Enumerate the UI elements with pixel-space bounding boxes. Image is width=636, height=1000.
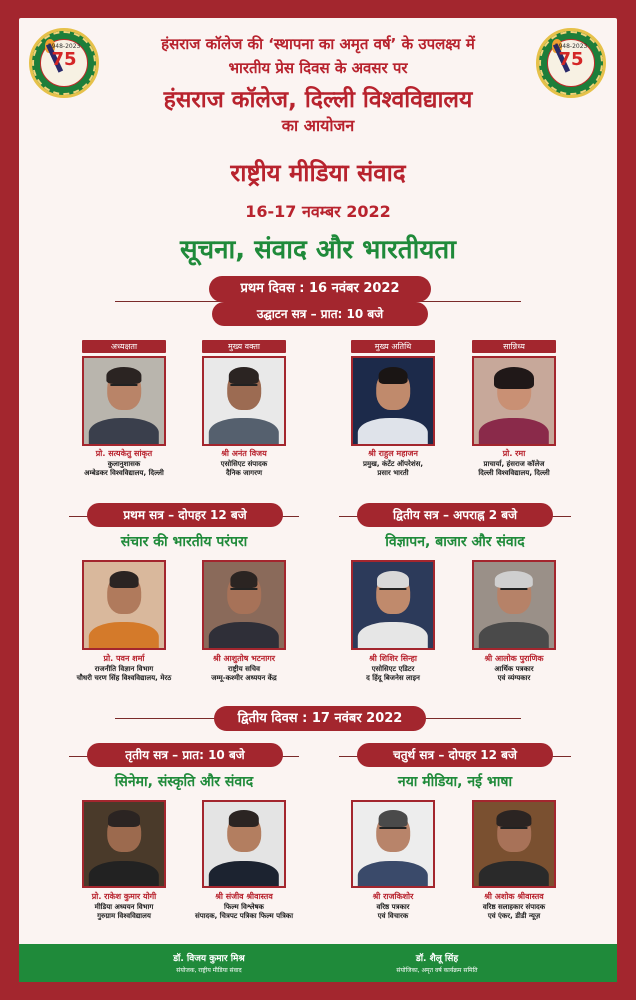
speaker-name: प्रो. सत्यकेतु सांकृत	[95, 449, 153, 458]
session4-label: चतुर्थ सत्र – दोपहर 12 बजे	[357, 743, 553, 767]
speaker-photo	[472, 356, 556, 446]
speaker-name: श्री अशोक श्रीवास्तव	[484, 892, 544, 901]
poster-card: 1948-2023 75 1948-2023 75 हंसराज कॉलेज की ‘स्थापना का अमृत वर्ष’ के उपलक्ष्य में भारतीय प्रेस दिवस के अवसर पर हंसराज कॉलेज, दिल्ली विश्वविद्यालय का आयोजन राष्ट्रीय मीडिया संवाद 16-17 नवम्बर 2022 सूचना, संवाद और भारतीयता प्रथम दिवस : 16 नवंबर 2022 उद्घाटन सत्र – प्रात: 10 बजे अध्यक्षता प्रो. सत्यकेतु सांकृत कुलानुशासक अम्बेडकर विश्वविद्यालय, दिल्ली मुख्य वक्ता श्री अनंत विजय एसोसिएट संपादक दैनिक जागरण मुख्य अतिथि श्री राहुल महाजन प्रमुख, कंटेंट ऑपरेशंस, प्रसार भारती सान्निध्य प्रो. रमा प्राचार्या, हंसराज कॉलेज दिल्ली विश्वविद्यालय, दिल्ली प्रथम सत्र – दोपहर 12 बजे द्वितीय सत्र – अपराह्न 2 बजे संचार की भारतीय परंपरा विज्ञापन, बाजार और संवाद प्रो. पवन शर्मा राजनीति विज्ञान विभाग चौधरी चरण सिंह विश्वविद्यालय, मेरठ श्री आशुतोष भटनागर राष्ट्रीय सचिव जम्मू-कश्मीर अध्ययन केंद्र श्री शिशिर सिन्हा एसोसिएट एडिटर द हिंदू बिजनेस लाइन श्री आलोक पुराणिक आर्थिक पत्रकार एवं व्यंग्यकार द्वितीय दिवस : 17 नवंबर 2022 तृतीय सत्र – प्रात: 10 बजे चतुर्थ सत्र – दोपहर 12 बजे सिनेमा, संस्कृति और संवाद नया मीडिया, नई भाषा प्रो. राकेश कुमार योगी मीडिया अध्ययन विभाग गुरुग्राम विश्वविद्यालय श्री संजीव श्रीवास्तव फिल्म विश्लेषक संपादक, चित्रपट पत्रिका फिल्म पत्रिका श्री राजकिशोर वरिष्ठ पत्रकार एवं विचारक श्री अशोक श्रीवास्तव वरिष्ठ सलाहकार संपादक एवं एंकर, डीडी न्यूज़	[19, 18, 617, 982]
speaker-name: श्री आशुतोष भटनागर	[212, 654, 276, 663]
college-logo-left: 1948-2023 75	[29, 28, 99, 98]
speaker-name: श्री राहुल महाजन	[368, 449, 418, 458]
co-convener-name: डॉ. शैलू सिंह	[415, 954, 459, 964]
speaker-photo	[202, 800, 286, 888]
speaker-name: श्री अनंत विजय	[221, 449, 267, 458]
session2-label: द्वितीय सत्र – अपराह्न 2 बजे	[357, 503, 553, 527]
header-line-2: भारतीय प्रेस दिवस के अवसर पर	[228, 59, 408, 77]
speaker-photo	[82, 560, 166, 650]
co-convener-role: संयोजिका, अमृत वर्ष कार्यक्रम समिति	[396, 967, 478, 974]
role-tag: मुख्य वक्ता	[202, 340, 286, 353]
event-title: राष्ट्रीय मीडिया संवाद	[230, 159, 406, 187]
speaker-photo	[82, 356, 166, 446]
session4-theme: नया मीडिया, नई भाषा	[397, 774, 513, 790]
inaugural-session-label: उद्घाटन सत्र – प्रात: 10 बजे	[212, 302, 428, 326]
event-theme: सूचना, संवाद और भारतीयता	[180, 235, 456, 265]
organizes-label: का आयोजन	[281, 116, 355, 135]
session3-theme: सिनेमा, संस्कृति और संवाद	[114, 774, 254, 790]
role-tag: सान्निध्य	[472, 340, 556, 353]
speaker-photo	[351, 356, 435, 446]
session1-label: प्रथम सत्र – दोपहर 12 बजे	[87, 503, 283, 527]
speaker-name: श्री शिशिर सिन्हा	[369, 654, 417, 663]
role-tag: मुख्य अतिथि	[351, 340, 435, 353]
speaker-name: प्रो. रमा	[502, 449, 526, 458]
speaker-name: प्रो. राकेश कुमार योगी	[91, 892, 157, 901]
event-dates: 16-17 नवम्बर 2022	[245, 202, 391, 221]
speaker-name: प्रो. पवन शर्मा	[103, 654, 145, 663]
college-name: हंसराज कॉलेज, दिल्ली विश्वविद्यालय	[163, 87, 473, 113]
college-logo-right: 1948-2023 75	[536, 28, 606, 98]
speaker-photo	[82, 800, 166, 888]
speaker-name: श्री राजकिशोर	[372, 892, 414, 901]
speaker-photo	[202, 356, 286, 446]
speaker-photo	[472, 560, 556, 650]
speaker-name: श्री संजीव श्रीवास्तव	[215, 892, 273, 901]
role-tag: अध्यक्षता	[82, 340, 166, 353]
footer-bar	[19, 944, 617, 982]
session2-theme: विज्ञापन, बाजार और संवाद	[385, 534, 525, 550]
convener-name: डॉ. विजय कुमार मिश्र	[173, 954, 245, 964]
speaker-name: श्री आलोक पुराणिक	[484, 654, 544, 663]
speaker-photo	[472, 800, 556, 888]
session3-label: तृतीय सत्र – प्रात: 10 बजे	[87, 743, 283, 767]
session1-theme: संचार की भारतीय परंपरा	[120, 534, 248, 550]
day1-label: प्रथम दिवस : 16 नवंबर 2022	[209, 276, 431, 302]
speaker-photo	[351, 800, 435, 888]
speaker-photo	[202, 560, 286, 650]
convener-role: संयोजक, राष्ट्रीय मीडिया संवाद	[176, 967, 242, 974]
day2-label: द्वितीय दिवस : 17 नवंबर 2022	[214, 706, 426, 731]
speaker-photo	[351, 560, 435, 650]
header-line-1: हंसराज कॉलेज की ‘स्थापना का अमृत वर्ष’ के उपलक्ष्य में	[161, 35, 475, 53]
